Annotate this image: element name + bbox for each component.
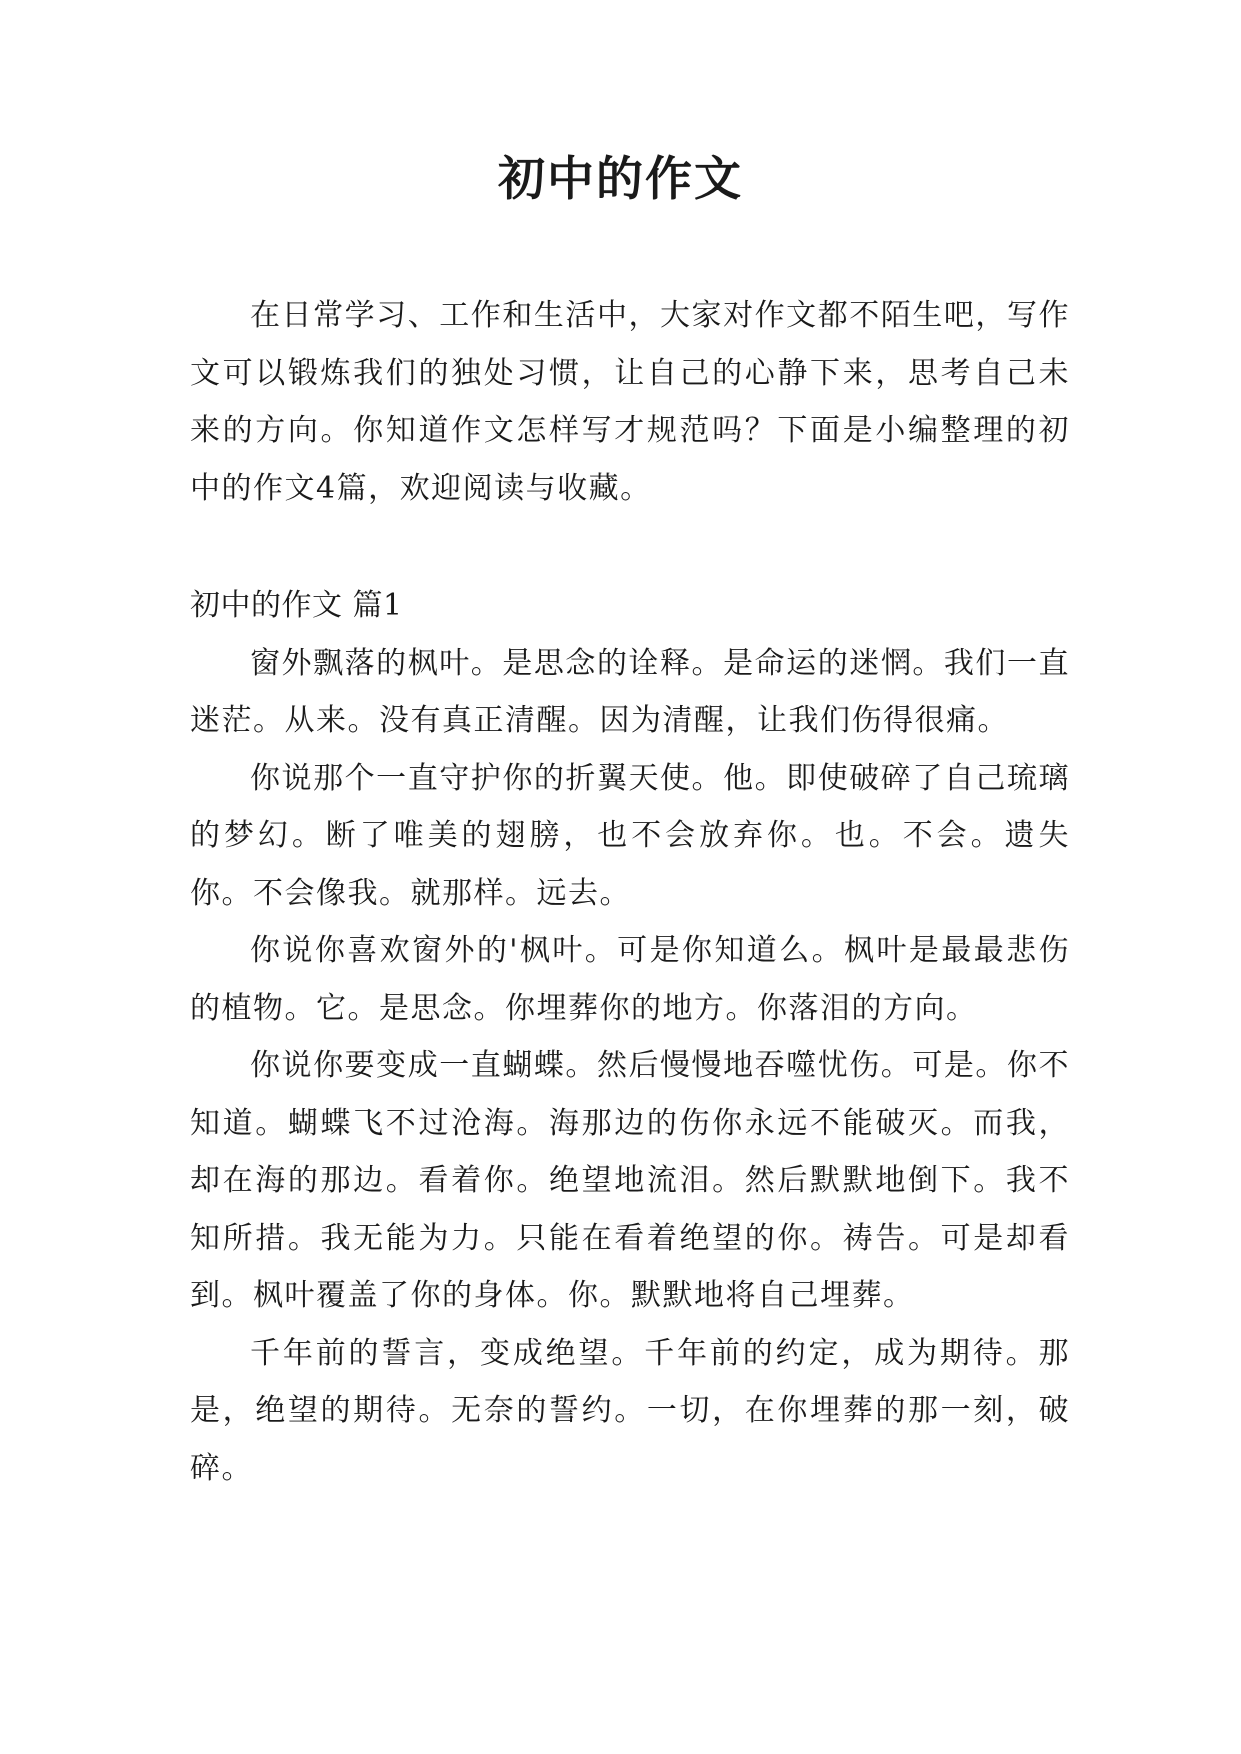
- article-block: [190, 577, 1070, 1497]
- article-paragraph: 你说你喜欢窗外的'枫叶。可是你知道么。枫叶是最最悲伤的植物。它。是思念。你埋葬你的地方。你落泪的方向。: [190, 933, 1070, 1026]
- article-paragraph: 千年前的誓言，变成绝望。千年前的约定，成为期待。那是，绝望的期待。无奈的誓约。一切，在你埋葬的那一刻，破碎。: [190, 1335, 1070, 1486]
- intro-block: [190, 287, 1070, 517]
- section-heading: 初中的作文 篇1: [190, 588, 403, 623]
- article-paragraph: 窗外飘落的枫叶。是思念的诠释。是命运的迷惘。我们一直迷茫。从来。没有真正清醒。因为清醒，让我们伤得很痛。: [190, 645, 1070, 738]
- intro-paragraph: 在日常学习、工作和生活中，大家对作文都不陌生吧，写作文可以锻炼我们的独处习惯，让自己的心静下来，思考自己未来的方向。你知道作文怎样写才规范吗？下面是小编整理的初中的作文4篇，欢迎阅读与收藏。: [190, 298, 1070, 506]
- document-title: 初中的作文: [498, 152, 743, 207]
- article-paragraph: 你说那个一直守护你的折翼天使。他。即使破碎了自己琉璃的梦幻。断了唯美的翅膀，也不会放弃你。也。不会。遗失你。不会像我。就那样。远去。: [190, 760, 1070, 911]
- article-paragraph: 你说你要变成一直蝴蝶。然后慢慢地吞噬忧伤。可是。你不知道。蝴蝶飞不过沧海。海那边的伤你永远不能破灭。而我，却在海的那边。看着你。绝望地流泪。然后默默地倒下。我不知所措。我无能为力。只能在看着绝望的你。祷告。可是却看到。枫叶覆盖了你的身体。你。默默地将自己埋葬。: [190, 1048, 1070, 1313]
